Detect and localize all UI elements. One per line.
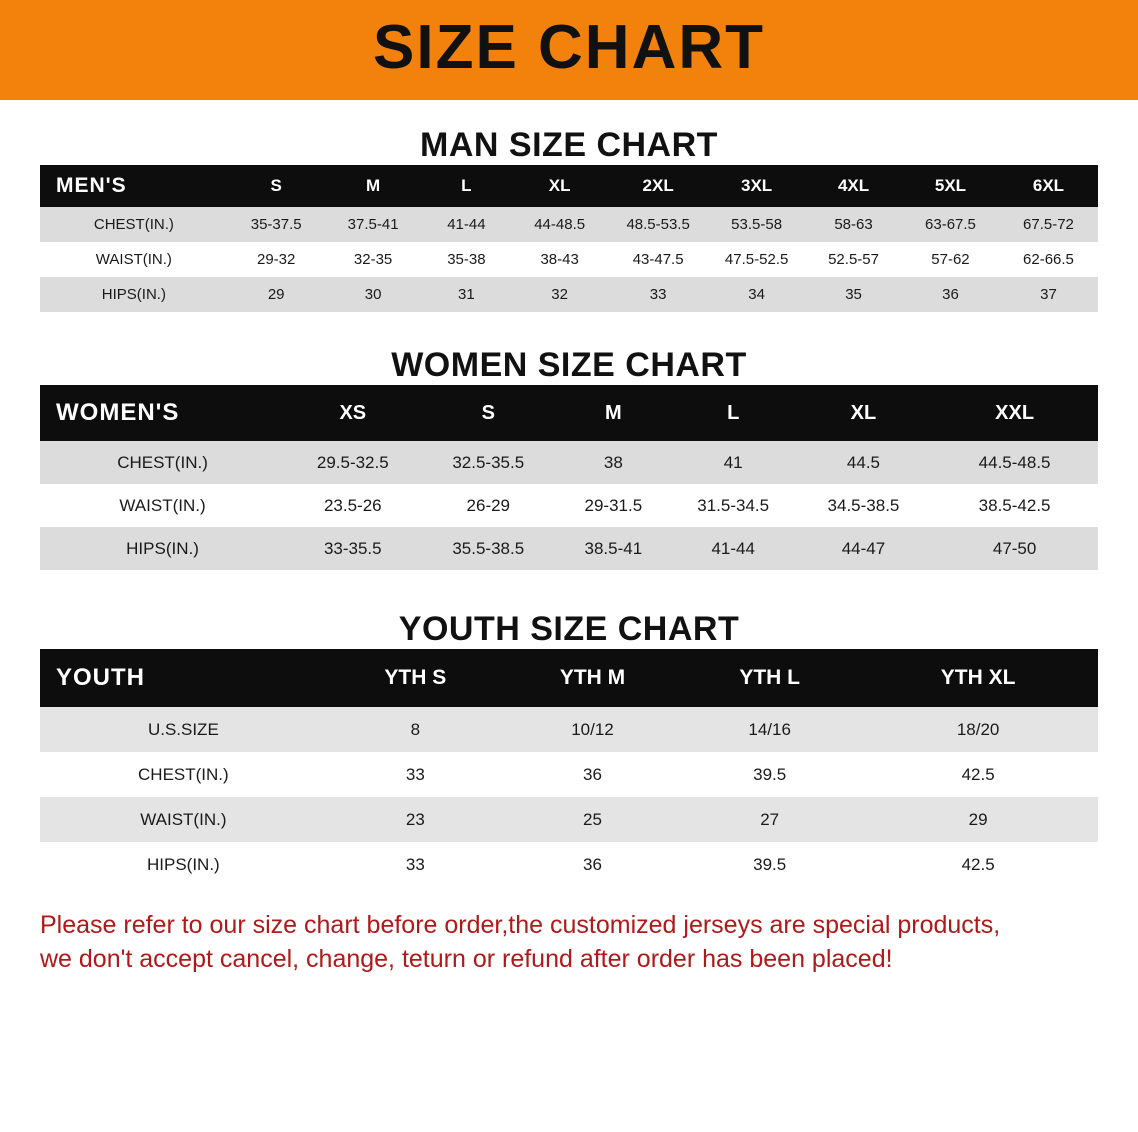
man-cell-1-7: 57-62 bbox=[931, 251, 970, 268]
youth-cell-2-3: 29 bbox=[968, 809, 988, 829]
youth-row-label-1: CHEST(IN.) bbox=[138, 764, 229, 784]
youth-table-wrapper bbox=[0, 649, 1138, 887]
women-size-table bbox=[40, 385, 1098, 570]
women-header-cell-4: L bbox=[727, 401, 740, 424]
youth-cell-3-0: 33 bbox=[405, 854, 425, 874]
youth-cell-0-3: 18/20 bbox=[956, 719, 1000, 739]
man-table-body bbox=[40, 207, 1098, 312]
women-cell-0-2: 38 bbox=[603, 452, 623, 472]
man-cell-0-6: 58-63 bbox=[834, 216, 873, 233]
policy-note-line-2: we don't accept cancel, change, teturn or refund after order has been placed! bbox=[40, 944, 893, 973]
man-cell-2-1: 30 bbox=[364, 286, 382, 303]
table-row bbox=[40, 842, 1098, 887]
women-cell-0-0: 29.5-32.5 bbox=[316, 452, 389, 472]
women-cell-1-2: 29-31.5 bbox=[584, 495, 643, 515]
table-row bbox=[40, 797, 1098, 842]
youth-size-table bbox=[40, 649, 1098, 887]
women-cell-1-3: 31.5-34.5 bbox=[697, 495, 770, 515]
table-row bbox=[40, 277, 1098, 312]
women-header-row bbox=[40, 385, 1098, 441]
youth-cell-3-3: 42.5 bbox=[961, 854, 995, 874]
women-table-body bbox=[40, 441, 1098, 570]
man-section-title: MAN SIZE CHART bbox=[420, 126, 718, 164]
man-header-cell-5: 2XL bbox=[642, 176, 674, 195]
youth-cell-3-1: 36 bbox=[583, 854, 602, 874]
man-cell-2-4: 33 bbox=[649, 286, 667, 303]
man-table-head bbox=[40, 165, 1098, 207]
man-cell-2-0: 29 bbox=[267, 286, 285, 303]
man-size-table bbox=[40, 165, 1098, 312]
women-cell-0-3: 41 bbox=[723, 452, 743, 472]
man-cell-2-3: 32 bbox=[551, 286, 568, 303]
banner bbox=[0, 0, 1138, 100]
women-cell-0-4: 44.5 bbox=[846, 452, 880, 472]
man-row-label-2: HIPS(IN.) bbox=[101, 286, 166, 303]
youth-header-row bbox=[40, 649, 1098, 707]
man-cell-1-1: 32-35 bbox=[353, 251, 393, 268]
youth-section-title: YOUTH SIZE CHART bbox=[398, 610, 740, 648]
man-header-cell-4: XL bbox=[548, 176, 571, 195]
man-cell-0-1: 37.5-41 bbox=[347, 216, 399, 233]
man-cell-1-8: 62-66.5 bbox=[1023, 251, 1074, 268]
women-cell-2-2: 38.5-41 bbox=[584, 538, 643, 558]
man-cell-0-2: 41-44 bbox=[447, 216, 486, 233]
youth-header-cell-0: YOUTH bbox=[56, 664, 145, 691]
table-row bbox=[40, 707, 1098, 752]
youth-cell-0-2: 14/16 bbox=[748, 719, 791, 739]
table-row bbox=[40, 752, 1098, 797]
man-cell-1-4: 43-47.5 bbox=[632, 251, 684, 268]
youth-cell-2-1: 25 bbox=[583, 809, 602, 829]
youth-table-body bbox=[40, 707, 1098, 887]
youth-cell-3-2: 39.5 bbox=[753, 854, 787, 874]
youth-header-cell-2: YTH M bbox=[559, 666, 626, 689]
youth-cell-0-0: 8 bbox=[410, 719, 421, 739]
table-row bbox=[40, 441, 1098, 484]
women-cell-1-4: 34.5-38.5 bbox=[827, 495, 900, 515]
table-row bbox=[40, 527, 1098, 570]
man-header-cell-7: 4XL bbox=[837, 176, 870, 195]
man-header-cell-1: S bbox=[270, 176, 282, 195]
man-cell-0-4: 48.5-53.5 bbox=[626, 216, 690, 233]
youth-row-label-2: WAIST(IN.) bbox=[140, 809, 227, 829]
women-cell-0-5: 44.5-48.5 bbox=[978, 452, 1051, 472]
man-cell-0-7: 63-67.5 bbox=[925, 216, 976, 233]
man-cell-2-8: 37 bbox=[1040, 286, 1057, 303]
youth-cell-1-0: 33 bbox=[405, 764, 425, 784]
man-header-cell-9: 6XL bbox=[1032, 176, 1065, 195]
man-cell-1-3: 38-43 bbox=[540, 251, 579, 268]
women-cell-1-1: 26-29 bbox=[466, 495, 511, 515]
women-header-cell-5: XL bbox=[850, 401, 877, 424]
man-cell-2-5: 34 bbox=[748, 286, 765, 303]
table-row bbox=[40, 484, 1098, 527]
man-header-row bbox=[40, 165, 1098, 207]
man-cell-2-6: 35 bbox=[845, 286, 862, 303]
women-cell-2-1: 35.5-38.5 bbox=[452, 538, 525, 558]
man-header-cell-2: M bbox=[366, 176, 381, 195]
women-cell-2-5: 47-50 bbox=[992, 538, 1037, 558]
man-cell-0-8: 67.5-72 bbox=[1023, 216, 1074, 233]
women-cell-0-1: 32.5-35.5 bbox=[452, 452, 525, 472]
women-header-cell-3: M bbox=[605, 401, 622, 424]
man-cell-1-0: 29-32 bbox=[256, 251, 296, 268]
youth-cell-1-2: 39.5 bbox=[753, 764, 787, 784]
women-cell-2-3: 41-44 bbox=[711, 538, 755, 558]
youth-header-cell-1: YTH S bbox=[384, 666, 447, 689]
man-cell-1-2: 35-38 bbox=[447, 251, 486, 268]
women-header-cell-2: S bbox=[481, 401, 495, 424]
women-cell-2-4: 44-47 bbox=[841, 538, 886, 558]
youth-cell-1-1: 36 bbox=[583, 764, 602, 784]
table-row bbox=[40, 207, 1098, 242]
banner-title: SIZE CHART bbox=[373, 13, 765, 82]
women-row-label-2: HIPS(IN.) bbox=[126, 538, 199, 558]
man-header-cell-6: 3XL bbox=[741, 176, 773, 195]
youth-row-label-0: U.S.SIZE bbox=[147, 719, 219, 739]
women-header-cell-0: WOMEN'S bbox=[56, 399, 180, 426]
youth-header-cell-4: YTH XL bbox=[940, 666, 1016, 689]
youth-cell-2-0: 23 bbox=[405, 809, 425, 829]
man-header-cell-8: 5XL bbox=[934, 176, 967, 195]
man-cell-2-7: 36 bbox=[942, 286, 959, 303]
women-header-cell-6: XXL bbox=[995, 401, 1035, 424]
women-row-label-0: CHEST(IN.) bbox=[117, 452, 208, 472]
women-cell-2-0: 33-35.5 bbox=[323, 538, 382, 558]
man-row-label-1: WAIST(IN.) bbox=[95, 251, 172, 268]
man-table-wrapper bbox=[0, 165, 1138, 312]
women-header-cell-1: XS bbox=[339, 401, 367, 424]
man-cell-0-0: 35-37.5 bbox=[250, 216, 302, 233]
man-row-label-0: CHEST(IN.) bbox=[93, 216, 174, 233]
youth-table-head bbox=[40, 649, 1098, 707]
man-cell-1-6: 52.5-57 bbox=[828, 251, 879, 268]
women-section-title: WOMEN SIZE CHART bbox=[391, 346, 747, 384]
women-row-label-1: WAIST(IN.) bbox=[119, 495, 206, 515]
youth-cell-1-3: 42.5 bbox=[961, 764, 995, 784]
man-cell-2-2: 31 bbox=[458, 286, 475, 303]
policy-note bbox=[0, 909, 1138, 977]
youth-cell-0-1: 10/12 bbox=[571, 719, 614, 739]
youth-cell-2-2: 27 bbox=[760, 809, 780, 829]
man-header-cell-0: MEN'S bbox=[56, 174, 127, 197]
women-table-wrapper bbox=[0, 385, 1138, 570]
man-cell-0-3: 44-48.5 bbox=[534, 216, 586, 233]
man-cell-0-5: 53.5-58 bbox=[731, 216, 783, 233]
youth-header-cell-3: YTH L bbox=[739, 666, 800, 689]
man-cell-1-5: 47.5-52.5 bbox=[724, 251, 789, 268]
policy-note-line-1: Please refer to our size chart before order,the customized jerseys are special products, bbox=[40, 911, 1001, 939]
women-cell-1-5: 38.5-42.5 bbox=[978, 495, 1051, 515]
table-row bbox=[40, 242, 1098, 277]
women-cell-1-0: 23.5-26 bbox=[323, 495, 382, 515]
man-header-cell-3: L bbox=[461, 176, 472, 195]
youth-row-label-3: HIPS(IN.) bbox=[147, 854, 220, 874]
women-table-head bbox=[40, 385, 1098, 441]
